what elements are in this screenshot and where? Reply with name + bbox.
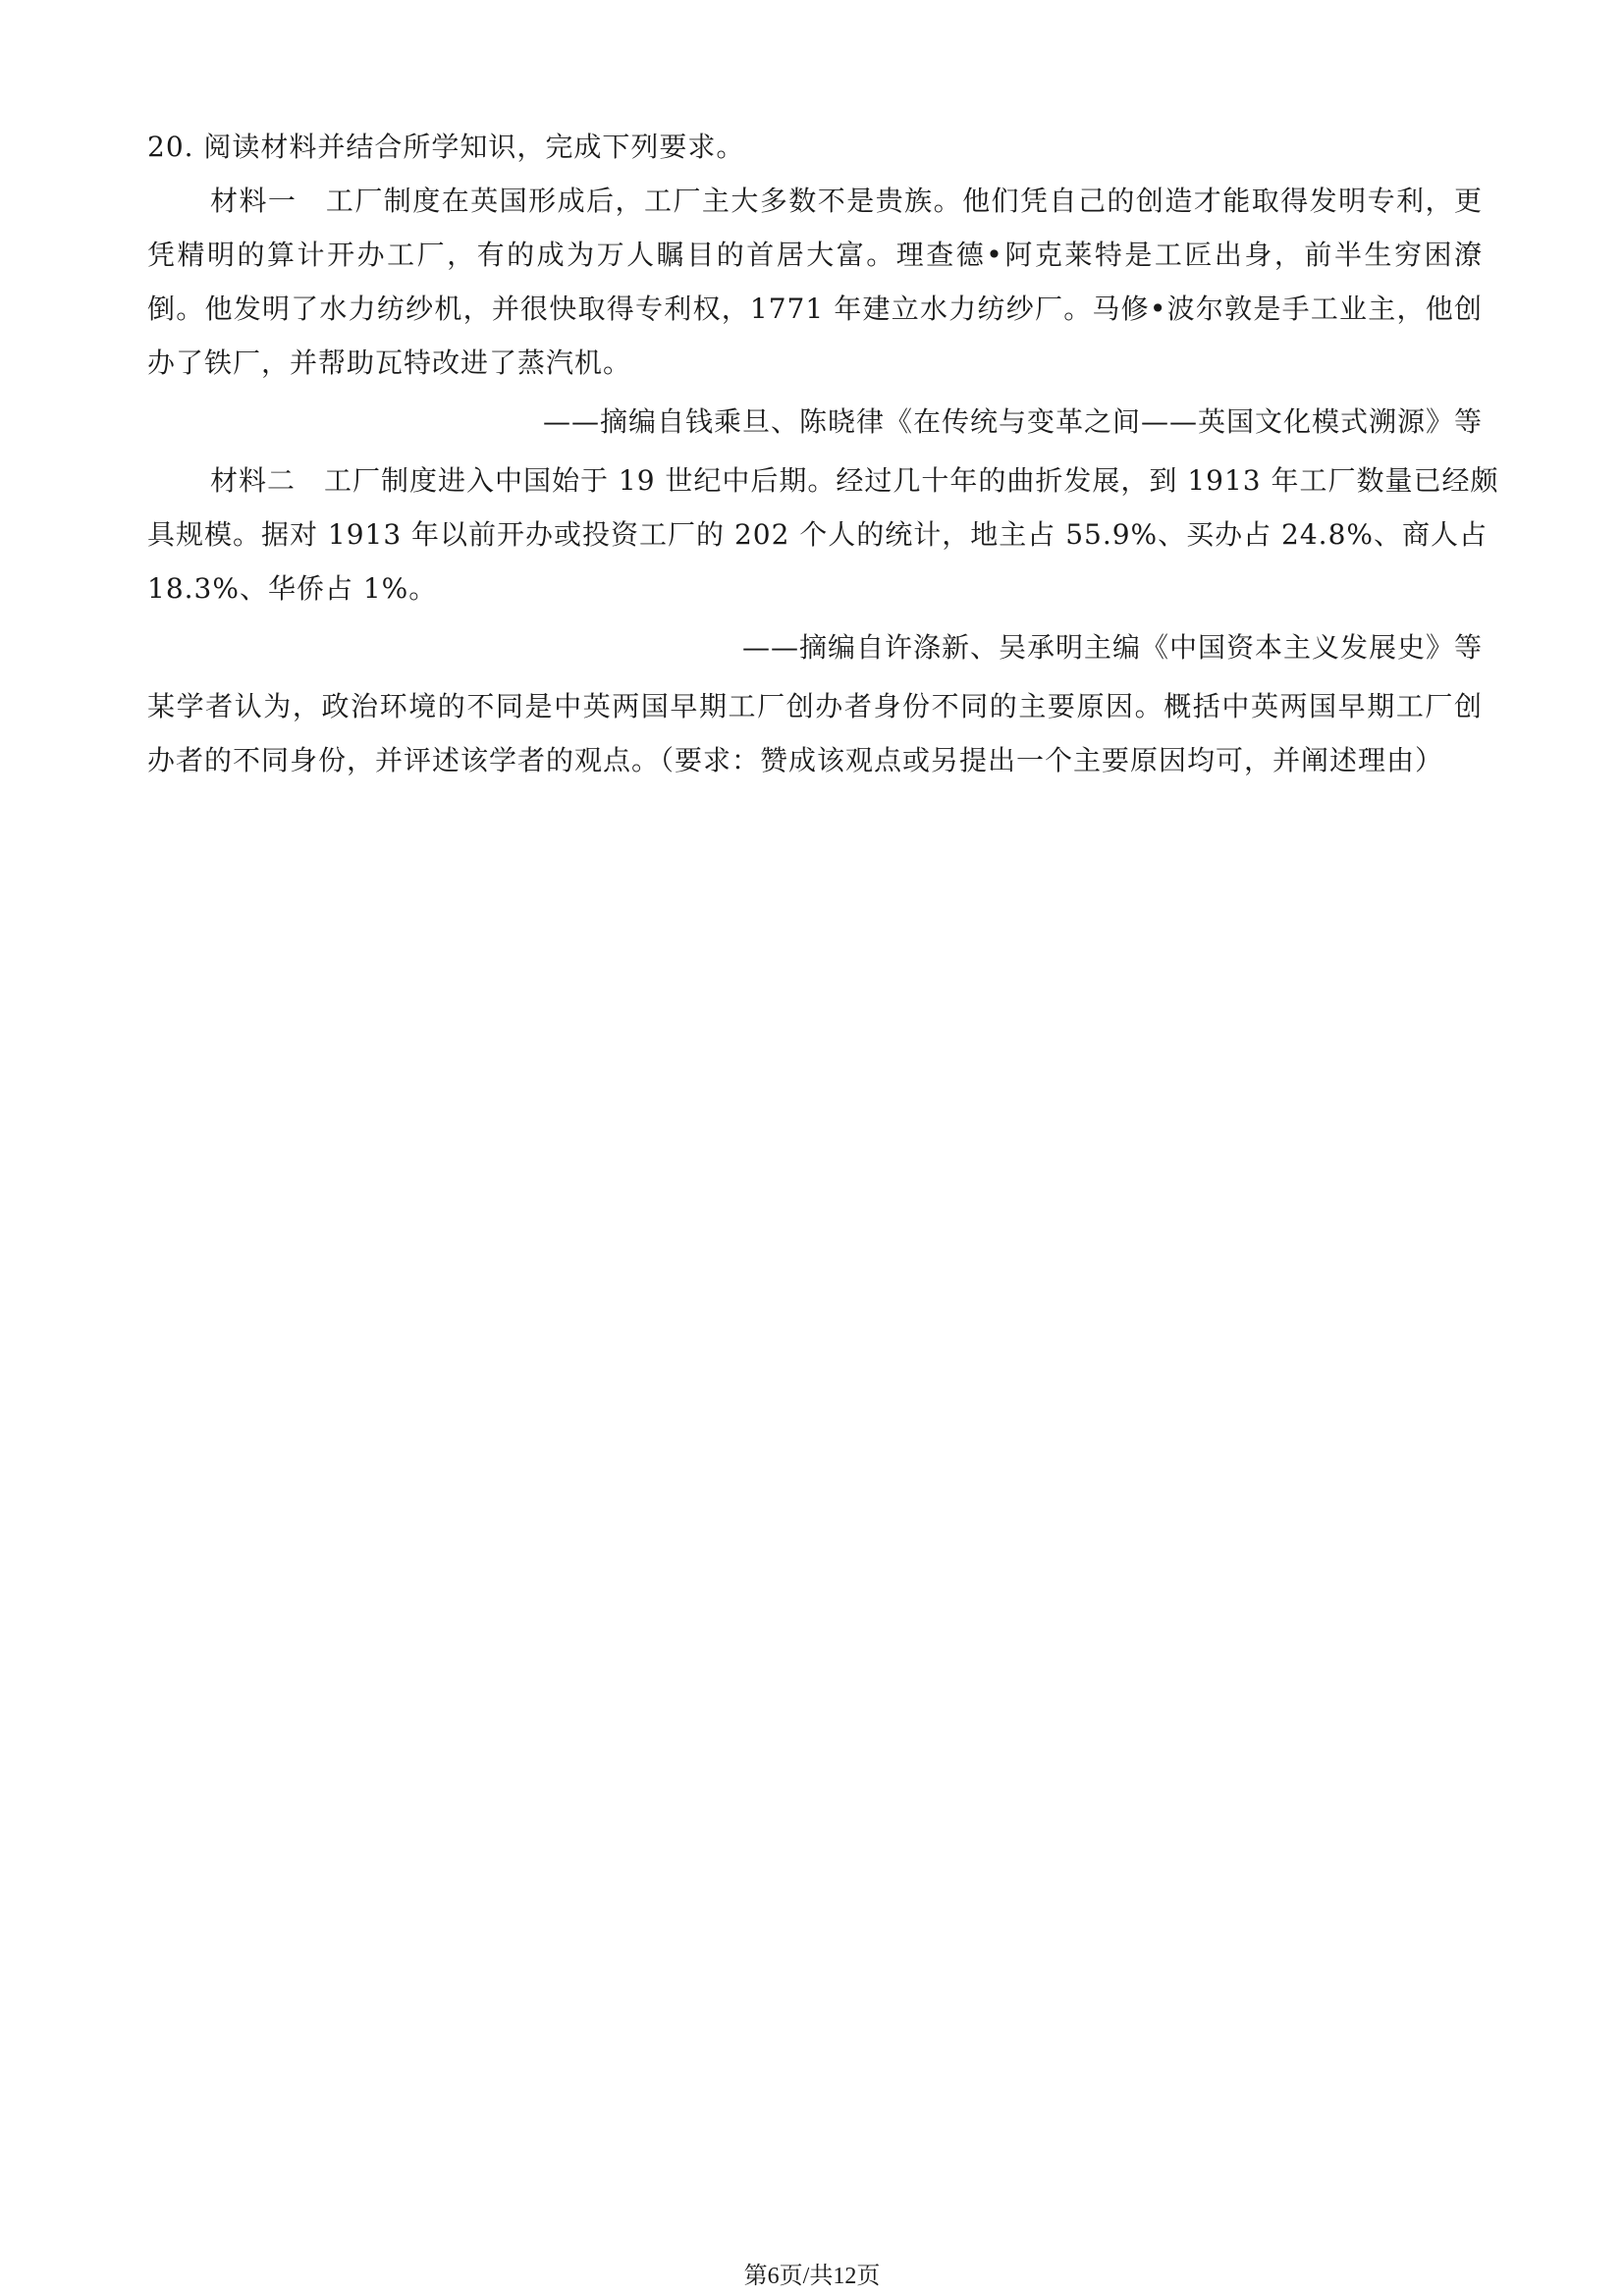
material-1-line: 凭精明的算计开办工厂，有的成为万人瞩目的首居大富。理查德•阿克莱特是工匠出身，前半生穷困潦 <box>147 239 1483 271</box>
page-number: 第6页/共12页 <box>743 2264 881 2289</box>
material-1-line: 办了铁厂，并帮助瓦特改进了蒸汽机。 <box>147 347 632 379</box>
material-2-line: 18.3%、华侨占 1%。 <box>147 572 438 605</box>
material-2-line: 具规模。据对 1913 年以前开办或投资工厂的 202 个人的统计，地主占 55.9%、买办占 24.8%、商人占 <box>147 518 1489 551</box>
material-1 <box>147 174 1483 449</box>
material-2-source: ——摘编自许涤新、吴承明主编《中国资本主义发展史》等 <box>741 631 1483 664</box>
question-title: 20. 阅读材料并结合所学知识，完成下列要求。 <box>147 131 745 163</box>
material-1-source: ——摘编自钱乘旦、陈晓律《在传统与变革之间——英国文化模式溯源》等 <box>542 405 1483 438</box>
question-prompt <box>147 679 1483 787</box>
material-1-line: 材料一 工厂制度在英国形成后，工厂主大多数不是贵族。他们凭自己的创造才能取得发明专利，更 <box>210 185 1483 217</box>
question-prompt-line: 办者的不同身份，并评述该学者的观点。（要求：赞成该观点或另提出一个主要原因均可，并阐述理由） <box>147 744 1444 776</box>
material-1-line: 倒。他发明了水力纺纱机，并很快取得专利权，1771 年建立水力纺纱厂。马修•波尔敦是手工业主，他创 <box>147 293 1483 325</box>
material-2 <box>147 454 1499 674</box>
material-2-line: 材料二 工厂制度进入中国始于 19 世纪中后期。经过几十年的曲折发展，到 1913 年工厂数量已经颇 <box>210 464 1499 497</box>
question-20 <box>147 120 1499 787</box>
question-prompt-line: 某学者认为，政治环境的不同是中英两国早期工厂创办者身份不同的主要原因。概括中英两国早期工厂创 <box>147 690 1483 722</box>
